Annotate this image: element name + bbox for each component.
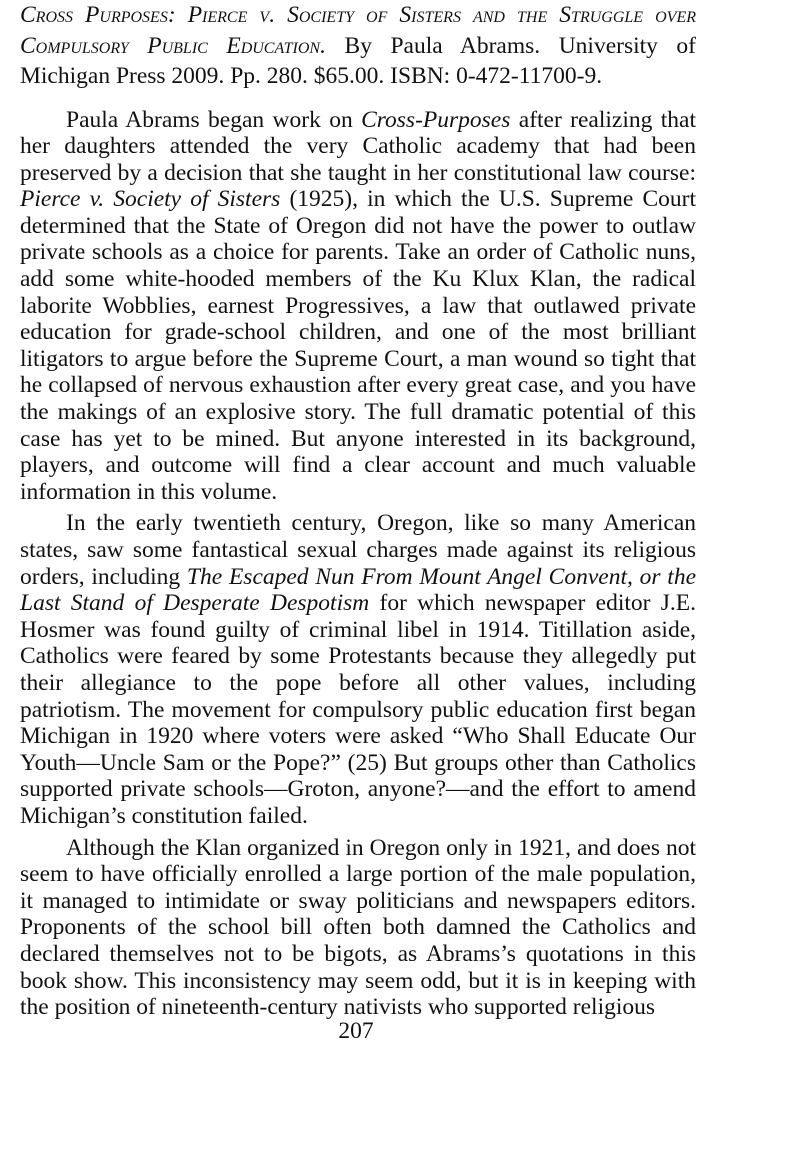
book-isbn: ISBN: 0-472-11700-9. [390,63,603,89]
pamphlet-title-italic: The Escaped Nun From Mount Angel Convent, or the Last Stand of Desperate Despotism [20,563,696,617]
book-author: By Paula Abrams. [344,32,541,59]
paragraph-1-text-a: Paula Abrams began work on [66,106,362,133]
paragraph-1 [20,107,696,506]
book-pages: Pp. 280. [230,63,308,89]
paragraph-3-text: Although the Klan organized in Oregon only in 1921, and does not seem to have officially enrolled a large portion of the male population, it managed to intimidate or sway politicians and newspapers editors. Proponents of the school bill often both damned the Catholics and declared themselves not to be bigots, as Abrams’s quotations in this book show. This inconsistency may seem odd, but it is in keeping with the position of nineteenth-century nativists who supported religious [20,834,696,1021]
review-page [20,0,696,1021]
paragraph-2-text-b: for which newspaper editor J.E. Hosmer was found guilty of criminal libel in 1914. Titillation aside, Catholics were feared by some Protestants because they allegedly put their allegiance to the pope before all other values, including patriotism. The movement for compulsory public education first began Michigan in 1920 where voters were asked “Who Shall Educate Our Youth—Uncle Sam or the Pope?” (25) But groups other than Catholics supported private schools—Groton, anyone?—and the effort to amend Michigan’s constitution failed. [20,590,696,829]
book-price: $65.00. [313,63,385,89]
paragraph-2-text-a: In the early twentieth century, Oregon, like so many American states, saw some fantastical sexual charges made against its religious orders, including [20,510,696,590]
paragraph-1-text-c: (1925), in which the U.S. Supreme Court determined that the State of Oregon did not have the power to outlaw private schools as a choice for parents. Take an order of Catholic nuns, add some white-hooded members of the Ku Klux Klan, the radical laborite Wobblies, earnest Progressives, a law that outlawed private education for grade-school children, and one of the most brilliant litigators to argue before the Supreme Court, a man wound so tight that he collapsed of nervous exhaustion after every great case, and you have the makings of an explosive story. The full dramatic potential of this case has yet to be mined. But anyone interested in its background, players, and outcome will find a clear account and much valuable information in this volume. [20,186,696,505]
paragraph-1-text-b: after realizing that her daughters attended the very Catholic academy that had been preserved by a decision that she taught in her constitutional law course: [20,106,696,186]
book-publisher: University of Michigan Press 2009. [20,32,697,89]
paragraph-2 [20,510,696,829]
book-title-italic: Cross-Purposes [361,106,511,133]
case-name-italic: Pierce v. Society of Sisters [20,186,281,213]
book-citation [20,0,696,92]
paragraph-3 [20,835,696,1021]
page-number: 207 [338,1018,374,1044]
book-title: Cross Purposes: Pierce v. Society of Sisters and the Struggle over Compulsory Public Education. [20,2,696,59]
